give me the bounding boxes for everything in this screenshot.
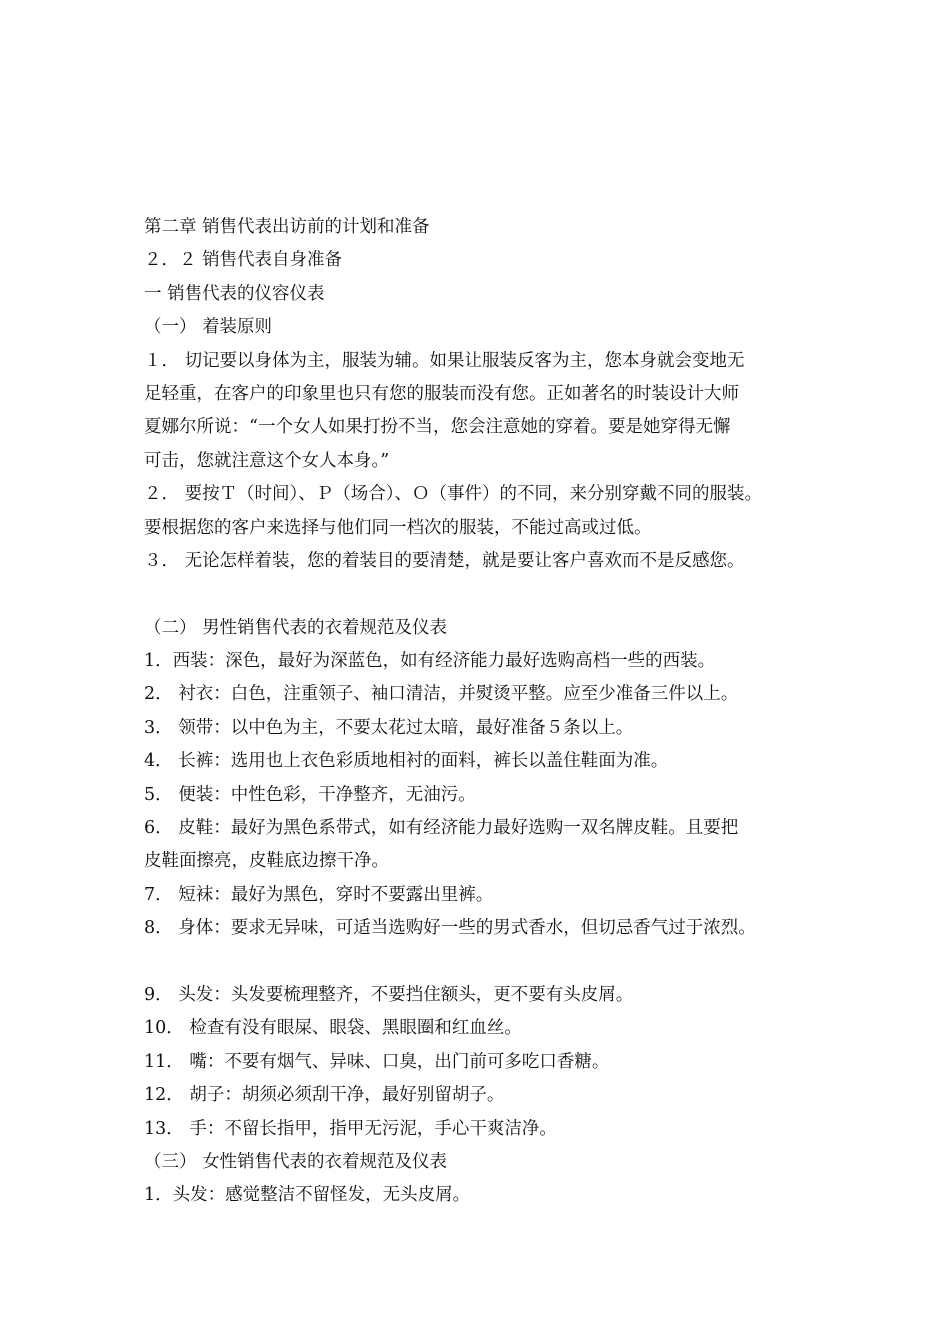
list-item: 10． 检查有没有眼屎、眼袋、黑眼圈和红血丝。 bbox=[144, 1018, 522, 1039]
document-body bbox=[144, 211, 844, 1213]
list-item: 4． 长裤：选用也上衣色彩质地相衬的面料，裤长以盖住鞋面为准。 bbox=[144, 751, 669, 772]
male-dress-heading: （二） 男性销售代表的衣着规范及仪表 bbox=[144, 617, 448, 638]
female-dress-heading: （三） 女性销售代表的衣着规范及仪表 bbox=[144, 1151, 448, 1172]
blank-line bbox=[144, 946, 844, 979]
list-item: 1．西装：深色，最好为深蓝色，如有经济能力最好选购高档一些的西装。 bbox=[144, 651, 716, 672]
blank-line bbox=[144, 578, 844, 611]
section-title: ２．２ 销售代表自身准备 bbox=[144, 250, 343, 271]
list-item: 8． 身体：要求无异味，可适当选购好一些的男式香水，但切忌香气过于浓烈。 bbox=[144, 918, 756, 939]
list-item: 13． 手：不留长指甲，指甲无污泥，手心干爽洁净。 bbox=[144, 1118, 557, 1139]
list-item: 1．头发：感觉整洁不留怪发，无头皮屑。 bbox=[144, 1185, 471, 1206]
list-item: 7． 短袜：最好为黑色，穿时不要露出里裤。 bbox=[144, 884, 494, 905]
list-item: 3． 领带：以中色为主，不要太花过太暗，最好准备５条以上。 bbox=[144, 717, 634, 738]
list-item: 9． 头发：头发要梳理整齐，不要挡住额头，更不要有头皮屑。 bbox=[144, 984, 634, 1005]
list-item: 5． 便装：中性色彩，干净整齐，无油污。 bbox=[144, 784, 476, 805]
subsection-title: 一 销售代表的仪容仪表 bbox=[144, 283, 325, 304]
list-item: 2． 衬衣：白色，注重领子、袖口清洁，并熨烫平整。应至少准备三件以上。 bbox=[144, 684, 739, 705]
chapter-title: 第二章 销售代表出访前的计划和准备 bbox=[144, 217, 430, 237]
paragraph-line: ３． 无论怎样着装，您的着装目的要清楚，就是要让客户喜欢而不是反感您。 bbox=[144, 550, 745, 571]
paragraph-line: ２． 要按Ｔ（时间）、Ｐ（场合）、Ｏ（事件）的不同，来分别穿戴不同的服装。 bbox=[144, 484, 763, 505]
paragraph-line: 夏娜尔所说：“一个女人如果打扮不当，您会注意她的穿着。要是她穿得无懈 bbox=[144, 417, 731, 438]
dress-principles-heading: （一） 着装原则 bbox=[144, 317, 273, 338]
paragraph-line: 要根据您的客户来选择与他们同一档次的服装，不能过高或过低。 bbox=[144, 517, 652, 538]
paragraph-line: １． 切记要以身体为主，服装为辅。如果让服装反客为主，您本身就会变地无 bbox=[144, 350, 745, 371]
paragraph-line: 可击，您就注意这个女人本身。” bbox=[144, 450, 390, 471]
list-item: 12． 胡子：胡须必须刮干净，最好别留胡子。 bbox=[144, 1085, 505, 1106]
list-item: 11． 嘴：不要有烟气、异味、口臭，出门前可多吃口香糖。 bbox=[144, 1051, 610, 1072]
paragraph-line: 足轻重，在客户的印象里也只有您的服装而没有您。正如著名的时装设计大师 bbox=[144, 383, 739, 404]
list-item: 6． 皮鞋：最好为黑色系带式，如有经济能力最好选购一双名牌皮鞋。且要把 bbox=[144, 818, 739, 839]
list-item: 皮鞋面擦亮，皮鞋底边擦干净。 bbox=[144, 851, 389, 872]
